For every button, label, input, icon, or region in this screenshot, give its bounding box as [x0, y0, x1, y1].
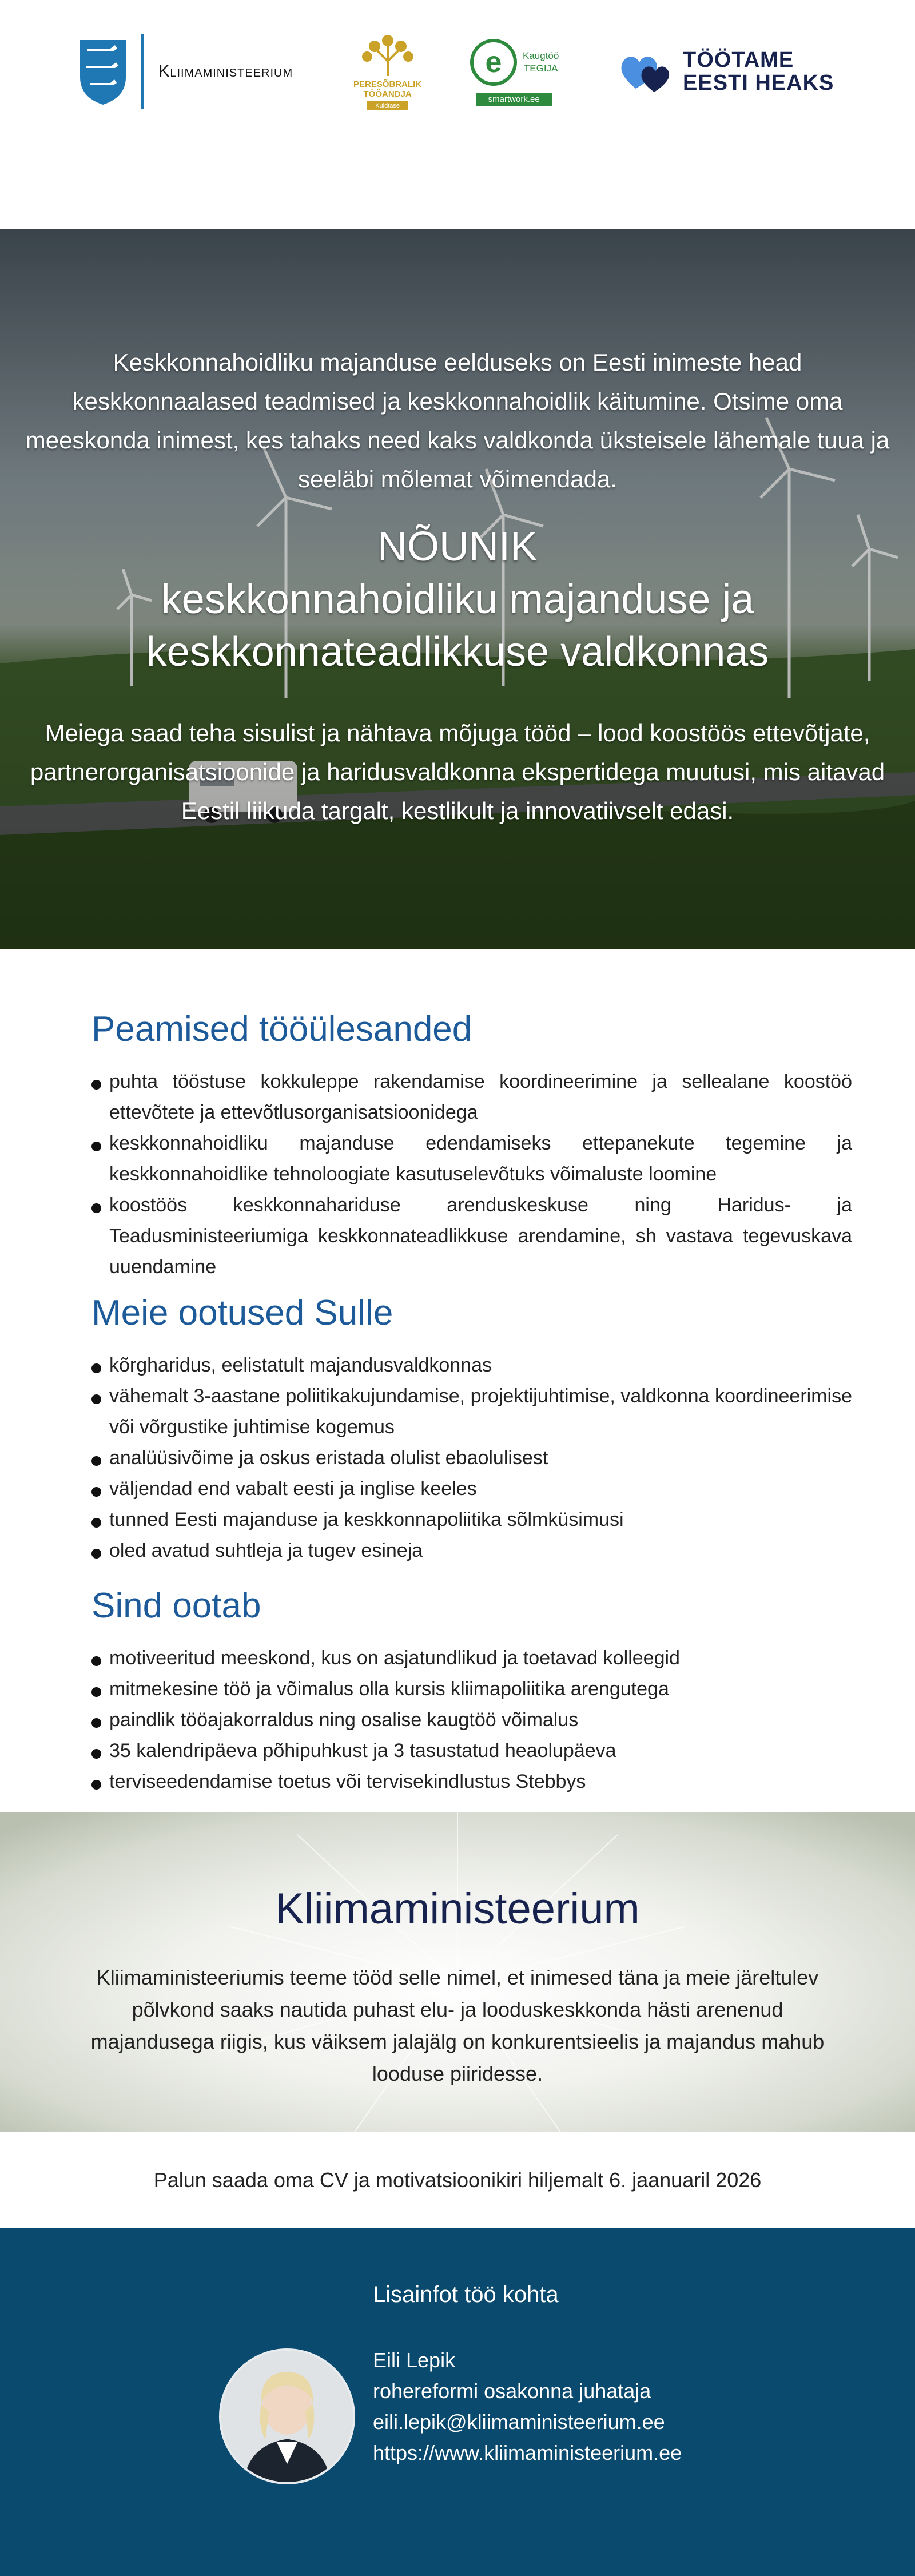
list-item: paindlik tööajakorraldus ning osalise kaugtöö võimalus	[92, 1704, 852, 1735]
avatar	[219, 2348, 355, 2484]
job-title	[57, 520, 858, 678]
offer-section	[92, 1583, 852, 1797]
offer-list	[92, 1643, 852, 1797]
logo-bar	[0, 0, 915, 229]
list-item: terviseedendamise toetus või tervisekindlustus Stebbys	[92, 1766, 852, 1797]
contact-details	[373, 2345, 682, 2468]
contact-person-photo	[221, 2351, 353, 2482]
hero-banner	[0, 229, 915, 949]
tasks-section	[92, 1007, 852, 1282]
list-item: mitmekesine töö ja võimalus olla kursis kliimapoliitika arengutega	[92, 1673, 852, 1704]
list-item: motiveeritud meeskond, kus on asjatundlikud ja toetavad kolleegid	[92, 1643, 852, 1673]
ministry-logo	[77, 29, 293, 114]
double-heart-icon	[619, 49, 676, 94]
list-item: kõrgharidus, eelistatult majandusvaldkonnas	[92, 1350, 852, 1381]
job-title-line2: keskkonnahoidliku majanduse ja keskkonnateadlikkuse valdkonnas	[146, 577, 769, 675]
tootame-logo-text: TÖÖTAME EESTI HEAKS	[683, 48, 834, 95]
ministry-info-band	[0, 1812, 915, 2132]
list-item: koostöös keskkonnahariduse arenduskeskuse ning Haridus- ja Teadusministeeriumiga keskkonnateadlikkuse arendamine, sh vastava tegevuskava uuendamine	[92, 1190, 852, 1282]
contact-role: rohereformi osakonna juhataja	[373, 2379, 651, 2403]
remote-work-logo-strip: smartwork.ee	[476, 93, 552, 106]
hero-intro-text: Keskkonnahoidliku majanduse eelduseks on Eesti inimeste head keskkonnaalased teadmised ja keskkonnahoidlik käitumine. Otsime oma meeskonda inimest, kes tahaks need kaks valdkonda üksteisele lähemale tuua ja seeläbi mõlemat võimendada.	[25, 349, 890, 492]
remote-work-logo-text: Kaugtöö TEGIJA	[523, 50, 559, 74]
list-item: väljendad end vabalt eesti ja inglise keeles	[92, 1473, 852, 1504]
remote-work-e-icon	[469, 38, 518, 87]
contact-website-link[interactable]: https://www.kliimaministeerium.ee	[373, 2441, 682, 2464]
ministry-logo-text: Kliimaministeerium	[158, 62, 293, 81]
remote-work-logo	[469, 29, 559, 114]
list-item: oled avatud suhtleja ja tugev esineja	[92, 1535, 852, 1566]
tasks-list	[92, 1066, 852, 1282]
ministry-title: Kliimaministeerium	[275, 1885, 640, 1933]
three-lions-coat-of-arms-icon	[77, 37, 129, 106]
job-title-line1: NÕUNIK	[377, 524, 538, 570]
list-item: analüüsivõime ja oskus eristada olulist ebaolulisest	[92, 1442, 852, 1473]
tootame-eesti-heaks-logo	[619, 29, 834, 114]
logo-divider	[141, 34, 144, 109]
expectations-section	[92, 1290, 852, 1566]
contact-section	[0, 2228, 915, 2576]
application-deadline: Palun saada oma CV ja motivatsioonikiri hiljemalt 6. jaanuaril 2026	[153, 2168, 762, 2192]
tasks-heading: Peamised tööülesanded	[92, 1009, 472, 1049]
svg-text:e: e	[485, 45, 502, 79]
expectations-list	[92, 1350, 852, 1566]
contact-email-link[interactable]: eili.lepik@kliimaministeerium.ee	[373, 2410, 665, 2434]
family-logo-text: PERESÕBRALIK TÖÖANDJA	[353, 79, 422, 99]
list-item: 35 kalendripäeva põhipuhkust ja 3 tasustatud heaolupäeva	[92, 1735, 852, 1766]
list-item: keskkonnahoidliku majanduse edendamiseks ettepanekute tegemine ja keskkonnahoidlike tehnoloogiate kasutuselevõtuks võimaluste loomine	[92, 1128, 852, 1190]
family-friendly-employer-logo	[353, 29, 421, 114]
expectations-heading: Meie ootused Sulle	[92, 1293, 393, 1333]
contact-heading: Lisainfot töö kohta	[373, 2282, 559, 2307]
hero-lead-text: Meiega saad teha sisulist ja nähtava mõjuga tööd – lood koostöös ettevõtjate, partnerorganisatsioonide ja haridusvaldkonna ekspertidega muutusi, mis aitavad Eestil liikuda targalt, kestlikult ja innovatiivselt edasi.	[30, 719, 885, 824]
ministry-description: Kliimaministeeriumis teeme tööd selle nimel, et inimesed täna ja meie järeltulev põlvkond saaks nautida puhast elu- ja looduskeskkonda hästi arenenud majandusega riigis, kus väiksem jalajälg on konkurentsieelis ja majandus mahub looduse piiridesse.	[90, 1966, 825, 2085]
family-tree-icon	[357, 33, 418, 77]
list-item: puhta tööstuse kokkuleppe rakendamise koordineerimine ja sellealane koostöö ettevõtete ja ettevõtlusorganisatsioonidega	[92, 1066, 852, 1128]
contact-name: Eili Lepik	[373, 2348, 456, 2372]
list-item: vähemalt 3-aastane poliitikakujundamise, projektijuhtimise, valdkonna koordineerimise või võrgustike juhtimise kogemus	[92, 1381, 852, 1442]
offer-heading: Sind ootab	[92, 1586, 261, 1625]
family-logo-strip: Kuldtase	[367, 101, 408, 110]
list-item: tunned Eesti majanduse ja keskkonnapoliitika sõlmküsimusi	[92, 1504, 852, 1535]
